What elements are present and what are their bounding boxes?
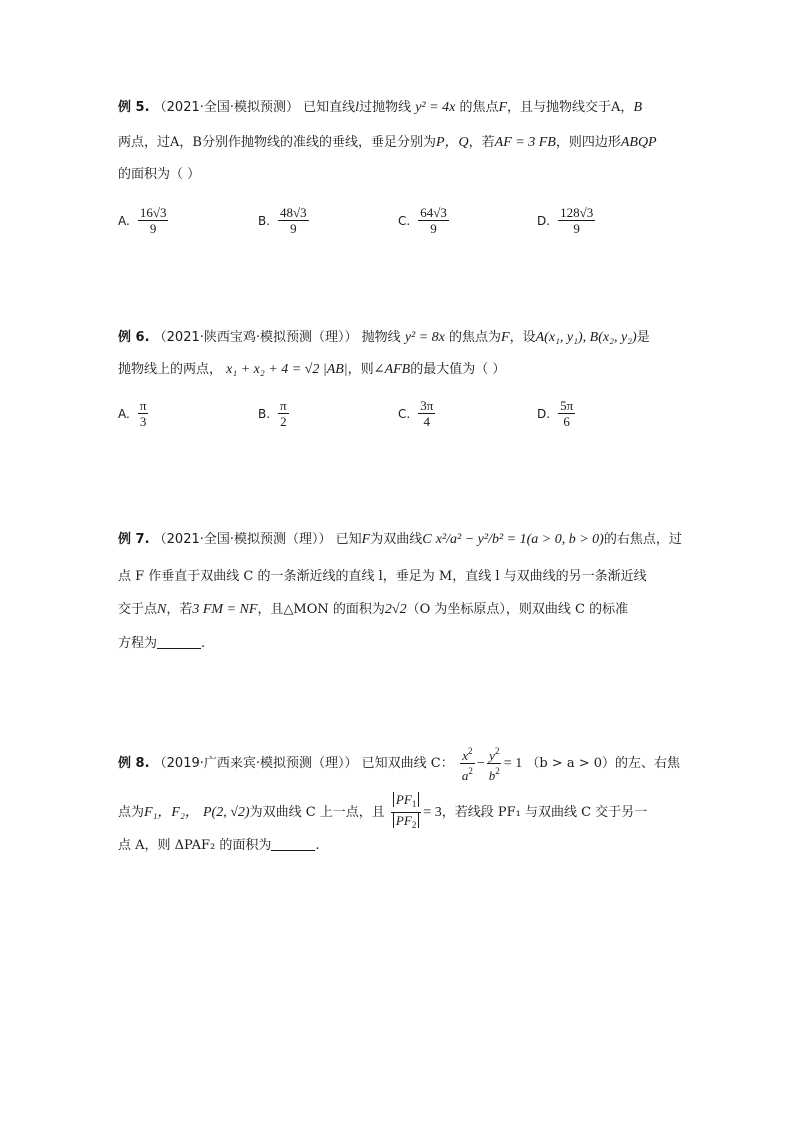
- ex7-line2: 点 F 作垂直于双曲线 C 的一条渐近线的直线 l，垂足为 M，直线 l 与双曲线的另一条渐近线: [118, 569, 647, 584]
- ex5-option-c[interactable]: C. $\frac{64√3}{9}$: [398, 205, 447, 236]
- ex7-line3: 交于点N，若3 FM = NF，且△MON 的面积为2√2（O 为坐标原点），则双曲线 C 的标准: [118, 602, 629, 617]
- ex5-line2: 两点，过A，B分别作抛物线的准线的垂线，垂足分别为P，Q，若AF = 3 FB，则四边形ABQP: [118, 135, 657, 150]
- ex7-hyperbola-eq: x²/a² − y²/b² = 1(a > 0, b > 0): [435, 532, 604, 547]
- ex6-condition: x₁ + x₂ + 4 = √2 |AB|: [226, 362, 348, 377]
- ex7-line1: 例 7. （2021·全国·模拟预测（理）） 已知F为双曲线C x²/a² − y²/b² = 1(a > 0, b > 0)的右焦点，过: [118, 532, 682, 547]
- ex7-line4: 方程为 .: [118, 636, 206, 651]
- ex8-label: 例 8.: [118, 756, 150, 771]
- ex6-line1: 例 6. （2021·陕西宝鸡·模拟预测（理）） 抛物线 y² = 8x 的焦点为F，设A(x₁, y₁), B(x₂, y₂)是: [118, 330, 650, 345]
- ex7-source: （2021·全国·模拟预测（理））: [153, 532, 332, 547]
- ex6-option-b[interactable]: B. $\frac{\pi}{2}$: [258, 398, 287, 429]
- ex6-option-c[interactable]: C. $\frac{3\pi}{4}$: [398, 398, 434, 429]
- ex6-source: （2021·陕西宝鸡·模拟预测（理））: [153, 330, 358, 345]
- ex6-option-a[interactable]: A. $\frac{\pi}{3}$: [118, 398, 147, 429]
- answer-blank[interactable]: [271, 838, 315, 851]
- ex6-line2: 抛物线上的两点， x₁ + x₂ + 4 = √2 |AB|，则∠AFB的最大值为（ ）: [118, 362, 506, 377]
- ex5-option-d[interactable]: D. $\frac{128√3}{9}$: [537, 205, 594, 236]
- ex6-parabola-eq: y² = 8x: [404, 330, 445, 345]
- ex6-label: 例 6.: [118, 330, 150, 345]
- ex5-line3: 的面积为（ ）: [118, 167, 201, 182]
- ex8-point: P(2, √2): [203, 805, 250, 820]
- ex5-parabola-eq: y² = 4x: [415, 100, 456, 115]
- ex5-line1: 例 5. （2021·全国·模拟预测） 已知直线l过抛物线 y² = 4x 的焦点F，且与抛物线交于A，B: [118, 100, 642, 115]
- ex5-option-b[interactable]: B. $\frac{48√3}{9}$: [258, 205, 307, 236]
- ex8-line1: 例 8. （2019·广西来宾·模拟预测（理）） 已知双曲线 C： $\frac{x^2}{a^2}$ − $\frac{y^2}{b^2}$ = 1 （b > a > 0）的左、右焦: [118, 746, 681, 783]
- ex5-option-a[interactable]: A. $\frac{16√3}{9}$: [118, 205, 167, 236]
- ex7-label: 例 7.: [118, 532, 150, 547]
- ex7-vector-condition: 3 FM = NF: [192, 602, 258, 617]
- answer-blank[interactable]: [157, 636, 201, 649]
- ex6-points: A(x₁, y₁), B(x₂, y₂): [535, 330, 637, 345]
- ex8-line2: 点为F₁，F₂， P(2, √2)为双曲线 C 上一点，且 $\frac{PF_1}{PF_2}$ = 3，若线段 PF₁ 与双曲线 C 交于另一: [118, 792, 648, 830]
- ex8-source: （2019·广西来宾·模拟预测（理））: [153, 756, 358, 771]
- ex8-line3: 点 A，则 ΔPAF₂ 的面积为 .: [118, 838, 320, 853]
- ex5-vector-condition: AF = 3 FB: [494, 135, 556, 150]
- ex5-source: （2021·全国·模拟预测）: [153, 100, 300, 115]
- ex6-option-d[interactable]: D. $\frac{5\pi}{6}$: [537, 398, 574, 429]
- ex5-label: 例 5.: [118, 100, 150, 115]
